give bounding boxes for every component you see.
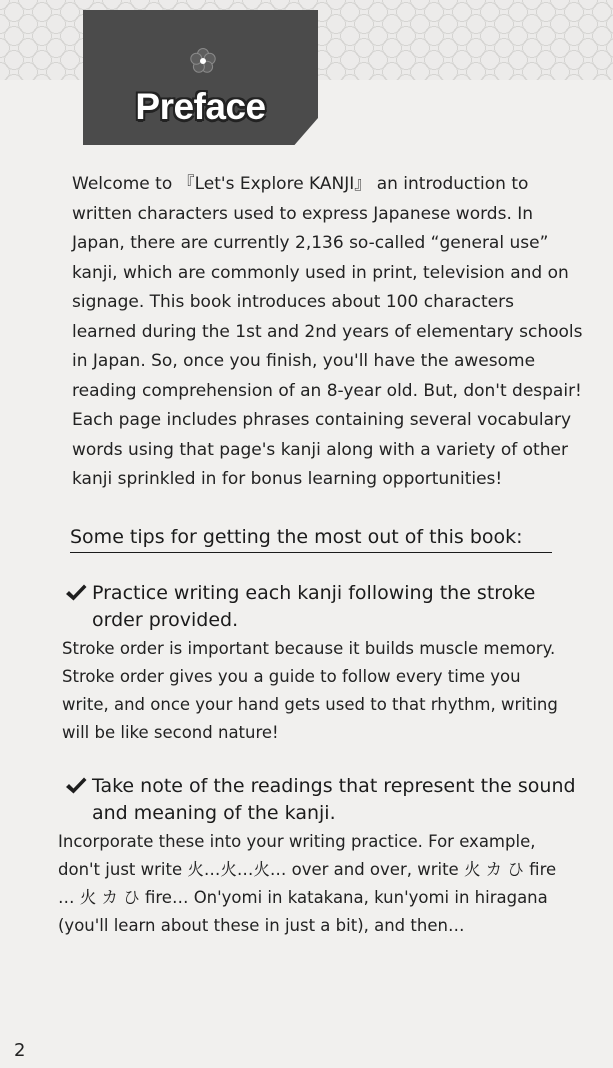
tip-body-line: … 火 カ ひ fire… On'yomi in katakana, kun'yomi in hiragana bbox=[58, 888, 548, 907]
checkmark-icon bbox=[64, 776, 88, 796]
intro-line: written characters used to express Japanese words. In bbox=[72, 203, 534, 224]
intro-line: reading comprehension of an 8-year old. But, don't despair! bbox=[72, 380, 582, 401]
tip-heading-line: Practice writing each kanji following the stroke bbox=[92, 582, 536, 604]
intro-line: kanji, which are commonly used in print, television and on bbox=[72, 262, 569, 283]
tip-heading bbox=[62, 773, 592, 827]
intro-line: in Japan. So, once you finish, you'll have the awesome bbox=[72, 351, 536, 371]
tip-body-line: Stroke order is important because it builds muscle memory. bbox=[62, 639, 556, 658]
page-number: 2 bbox=[14, 1040, 26, 1061]
tip-stroke-order bbox=[62, 580, 592, 747]
tip-body-line: will be like second nature! bbox=[62, 723, 279, 742]
intro-line: signage. This book introduces about 100 characters bbox=[72, 292, 514, 312]
checkmark-icon bbox=[64, 583, 88, 603]
intro-line: Each page includes phrases containing several vocabulary bbox=[72, 410, 572, 430]
tip-body-line: don't just write 火…火…火… over and over, write 火 カ ひ fire bbox=[58, 860, 557, 879]
tip-body-line: Incorporate these into your writing practice. For example, bbox=[58, 832, 536, 851]
tip-readings bbox=[58, 773, 592, 940]
tip-heading bbox=[62, 580, 592, 634]
tip-body-line: write, and once your hand gets used to that rhythm, writing bbox=[62, 695, 558, 714]
intro-line: Japan, there are currently 2,136 so-called “general use” bbox=[72, 233, 549, 253]
tip-body-line: Stroke order gives you a guide to follow every time you bbox=[62, 667, 521, 686]
intro-line: words using that page's kanji along with a variety of other bbox=[72, 439, 568, 460]
tips-heading: Some tips for getting the most out of this book: bbox=[70, 524, 552, 553]
tip-heading-line: and meaning of the kanji. bbox=[92, 802, 336, 824]
flower-icon bbox=[188, 46, 218, 76]
tip-heading-line: Take note of the readings that represent the sound bbox=[92, 775, 576, 797]
intro-line: kanji sprinkled in for bonus learning opportunities! bbox=[72, 469, 503, 489]
tip-heading-line: order provided. bbox=[92, 609, 239, 631]
intro-line: learned during the 1st and 2nd years of elementary schools bbox=[72, 321, 583, 342]
tip-body bbox=[58, 828, 592, 940]
intro-line: Welcome to 『Let's Explore KANJI』 an introduction to bbox=[72, 174, 529, 194]
tip-body-line: (you'll learn about these in just a bit), and then… bbox=[58, 916, 465, 935]
page-title: Preface bbox=[135, 86, 266, 127]
intro-paragraph bbox=[72, 170, 597, 495]
tip-body bbox=[62, 635, 592, 747]
